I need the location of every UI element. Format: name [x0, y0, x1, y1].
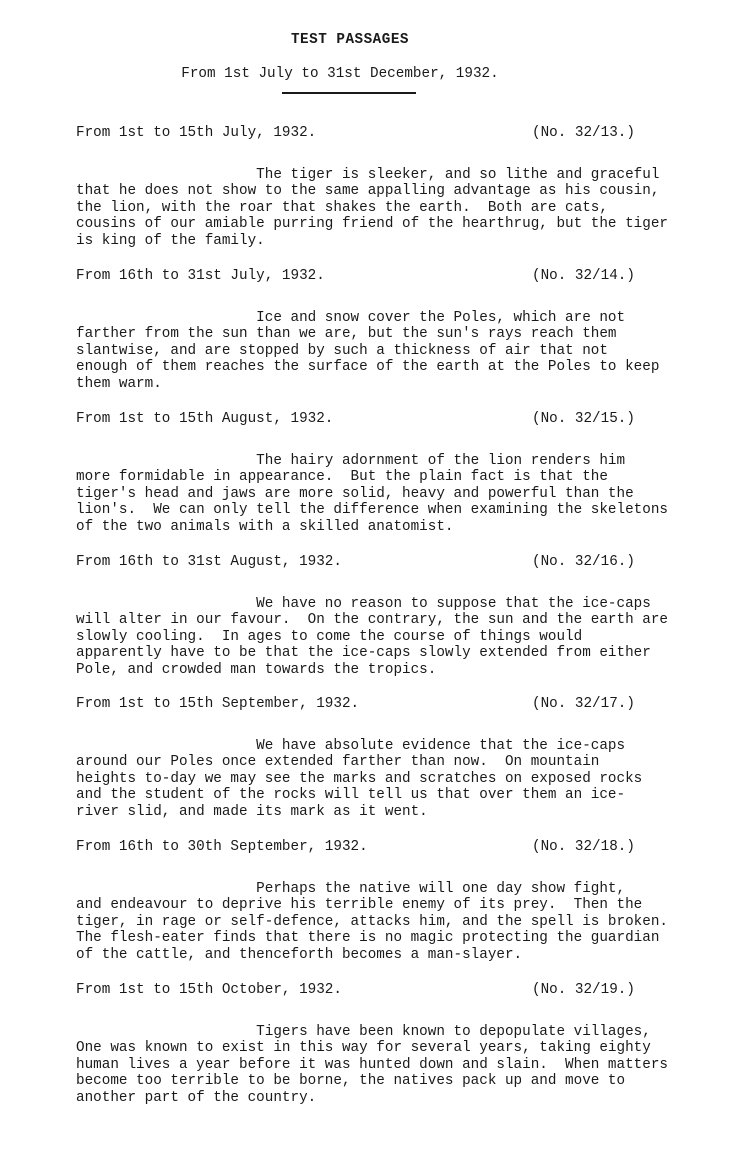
passage-heading — [76, 839, 736, 855]
passage-number: (No. 32/15.) — [532, 411, 635, 427]
passage-heading — [76, 411, 736, 427]
passage-32-16 — [76, 554, 736, 678]
passage-32-17 — [76, 696, 736, 820]
passage-32-19 — [76, 982, 736, 1106]
passage-32-18 — [76, 839, 736, 963]
passage-text: Ice and snow cover the Poles, which are not farther from the sun than we are, but the sun's rays reach them slantwise, and are stopped by such a thickness of air that not enough of them reaches the surface of the earth at the Poles to keep them warm. — [76, 310, 660, 392]
passage-text: The hairy adornment of the lion renders him more formidable in appearance. But the plain fact is that the tiger's head and jaws are more solid, heavy and powerful than the lion's. We can only tell the difference when examining the skeletons of the two animals with a skilled anatomist. — [76, 453, 668, 535]
passage-heading — [76, 554, 736, 570]
passage-date: From 16th to 30th September, 1932. — [76, 839, 368, 855]
passage-text: We have absolute evidence that the ice-caps around our Poles once extended farther than now. On mountain heights to-day we may see the marks and scratches on exposed rocks and the student of the rocks will tell us that over them an ice- river slid, and made its mark as it went. — [76, 738, 643, 820]
passage-text: The tiger is sleeker, and so lithe and graceful that he does not show to the same appalling advantage as his cousin, the lion, with the roar that shakes the earth. Both are cats, cousins of our amiable purring friend of the hearthrug, but the tiger is king of the family. — [76, 167, 668, 249]
passage-date: From 16th to 31st August, 1932. — [76, 554, 342, 570]
document-title: TEST PASSAGES — [290, 32, 410, 48]
title-underline — [282, 92, 416, 94]
passage-number: (No. 32/17.) — [532, 696, 635, 712]
passage-text: We have no reason to suppose that the ice-caps will alter in our favour. On the contrary, the sun and the earth are slowly cooling. In ages to come the course of things would apparently have to be that the ice-caps slowly extended from either Pole, and crowded man towards the tropics. — [76, 596, 668, 678]
passage-number: (No. 32/16.) — [532, 554, 635, 570]
passage-heading — [76, 982, 736, 998]
passage-32-15 — [76, 411, 736, 535]
passage-heading — [76, 125, 736, 141]
passage-date: From 1st to 15th August, 1932. — [76, 411, 334, 427]
passage-date: From 1st to 15th October, 1932. — [76, 982, 342, 998]
passage-32-14 — [76, 268, 736, 392]
passage-number: (No. 32/19.) — [532, 982, 635, 998]
passage-32-13 — [76, 125, 736, 249]
document-subtitle: From 1st July to 31st December, 1932. — [181, 66, 499, 82]
passage-number: (No. 32/18.) — [532, 839, 635, 855]
passage-date: From 16th to 31st July, 1932. — [76, 268, 325, 284]
passage-number: (No. 32/13.) — [532, 125, 635, 141]
passage-date: From 1st to 15th September, 1932. — [76, 696, 360, 712]
passage-text: Tigers have been known to depopulate villages, One was known to exist in this way for several years, taking eighty human lives a year before it was hunted down and slain. When matters become too terrible to be borne, the natives pack up and move to another part of the country. — [76, 1024, 668, 1106]
passage-heading — [76, 268, 736, 284]
passage-heading — [76, 696, 736, 712]
passage-number: (No. 32/14.) — [532, 268, 635, 284]
passage-date: From 1st to 15th July, 1932. — [76, 125, 317, 141]
passage-text: Perhaps the native will one day show fight, and endeavour to deprive his terrible enemy of its prey. Then the tiger, in rage or self-defence, attacks him, and the spell is broken. The flesh-eater finds that there is no magic protecting the guardian of the cattle, and thenceforth becomes a man-slayer. — [76, 881, 668, 963]
